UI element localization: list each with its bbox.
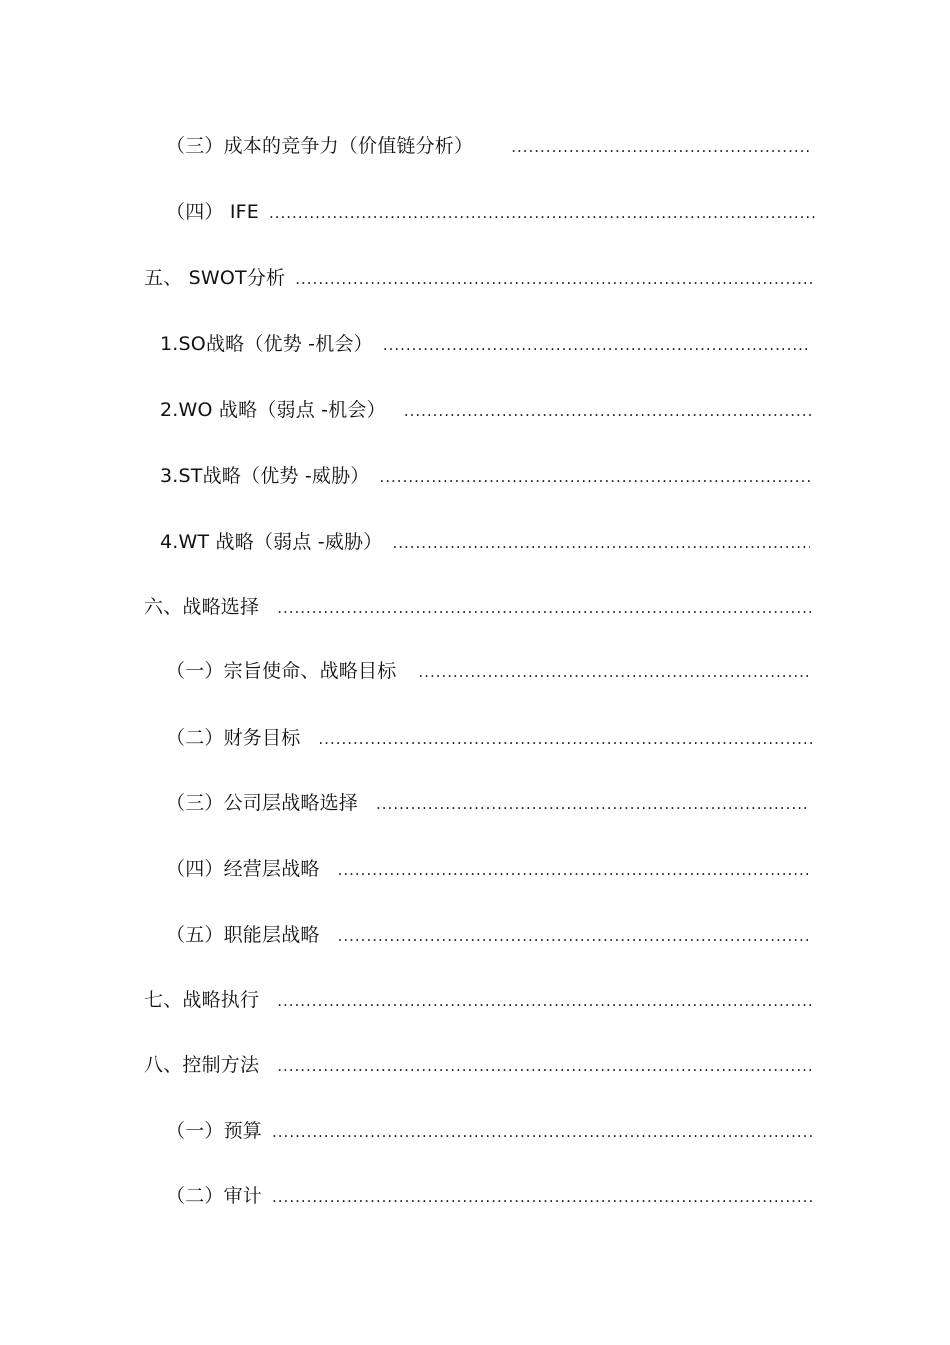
- toc-dot-leader: [272, 1120, 812, 1144]
- toc-entry[interactable]: [160, 332, 810, 357]
- toc-entry-label: （二）审计: [166, 1185, 263, 1207]
- toc-dot-leader: [338, 924, 810, 948]
- toc-entry[interactable]: [166, 1184, 812, 1209]
- toc-dot-leader: [383, 333, 810, 357]
- toc-dot-leader: [318, 727, 812, 751]
- toc-dot-leader: [392, 531, 810, 555]
- toc-dot-leader: [404, 399, 812, 423]
- toc-entry[interactable]: [166, 791, 810, 816]
- toc-dot-leader: [418, 660, 810, 684]
- toc-entry-label: （五）职能层战略: [166, 924, 320, 946]
- toc-entry-label: 八、控制方法: [144, 1054, 260, 1076]
- toc-entry-label: （四） IFE: [166, 201, 259, 223]
- toc-entry[interactable]: [144, 266, 812, 291]
- toc-entry[interactable]: [166, 857, 810, 882]
- toc-entry[interactable]: [166, 923, 810, 948]
- toc-entry[interactable]: [166, 134, 810, 159]
- toc-entry-label: 五、 SWOT分析: [144, 267, 286, 289]
- toc-entry[interactable]: [160, 464, 810, 489]
- toc-dot-leader: [295, 267, 812, 291]
- toc-entry-label: （三）成本的竞争力（价值链分析）: [166, 135, 474, 157]
- toc-entry-label: 六、战略选择: [144, 596, 260, 618]
- toc-entry[interactable]: [144, 1053, 812, 1078]
- toc-entry-label: （一）预算: [166, 1120, 263, 1142]
- toc-dot-leader: [338, 858, 810, 882]
- toc-dot-leader: [269, 201, 818, 225]
- toc-entry-label: （四）经营层战略: [166, 858, 320, 880]
- toc-dot-leader: [272, 1185, 812, 1209]
- toc-dot-leader: [380, 465, 811, 489]
- toc-entry[interactable]: [144, 988, 812, 1013]
- toc-dot-leader: [277, 1054, 812, 1078]
- toc-dot-leader: [511, 135, 810, 159]
- toc-dot-leader: [277, 989, 812, 1013]
- toc-entry-label: 七、战略执行: [144, 989, 260, 1011]
- toc-entry[interactable]: [166, 659, 810, 684]
- toc-entry[interactable]: [160, 530, 810, 555]
- toc-entry-label: （二）财务目标: [166, 727, 301, 749]
- toc-entry[interactable]: [160, 398, 812, 423]
- toc-entry-label: （三）公司层战略选择: [166, 792, 359, 814]
- toc-entry-label: 4.WT 战略（弱点 -威胁）: [160, 531, 383, 553]
- toc-entry[interactable]: [166, 1119, 812, 1144]
- toc-entry[interactable]: [166, 726, 812, 751]
- toc-entry-label: 2.WO 战略（弱点 -机会）: [160, 399, 386, 421]
- toc-entry-label: 1.SO战略（优势 -机会）: [160, 333, 373, 355]
- toc-entry[interactable]: [144, 595, 812, 620]
- toc-entry-label: （一）宗旨使命、战略目标: [166, 660, 397, 682]
- toc-entry[interactable]: [166, 200, 818, 225]
- toc-dot-leader: [277, 596, 812, 620]
- toc-entry-label: 3.ST战略（优势 -威胁）: [160, 465, 370, 487]
- toc-dot-leader: [376, 792, 810, 816]
